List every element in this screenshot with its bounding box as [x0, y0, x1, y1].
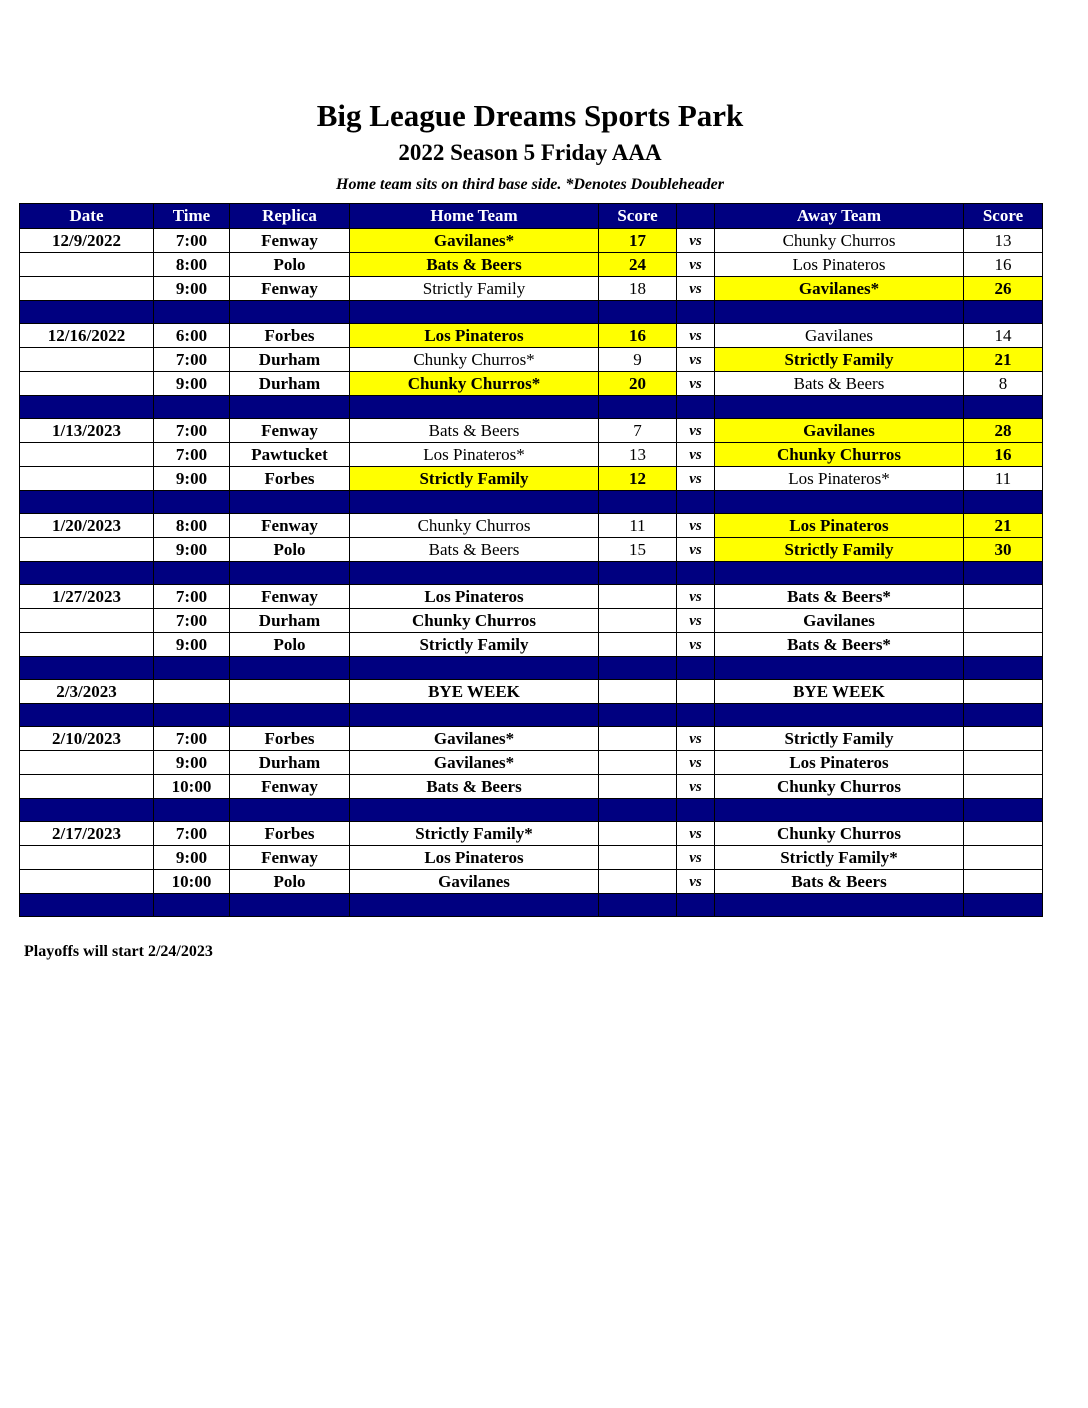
- away-score-cell: [964, 822, 1043, 846]
- separator-cell: [20, 491, 154, 514]
- separator-cell: [715, 894, 964, 917]
- vs-cell: [677, 680, 715, 704]
- away-team-cell: Bats & Beers: [715, 372, 964, 396]
- home-score-cell: [599, 585, 677, 609]
- time-cell: 7:00: [154, 609, 230, 633]
- date-cell: 1/27/2023: [20, 585, 154, 609]
- separator-row: [20, 491, 1043, 514]
- away-team-cell: Bats & Beers: [715, 870, 964, 894]
- separator-cell: [20, 894, 154, 917]
- vs-cell: vs: [677, 609, 715, 633]
- time-cell: 10:00: [154, 870, 230, 894]
- separator-cell: [350, 799, 599, 822]
- table-row: [20, 229, 1043, 253]
- separator-cell: [350, 562, 599, 585]
- separator-cell: [677, 894, 715, 917]
- time-cell: 7:00: [154, 348, 230, 372]
- away-team-cell: Strictly Family*: [715, 846, 964, 870]
- home-score-cell: 16: [599, 324, 677, 348]
- page-title: Big League Dreams Sports Park: [316, 98, 744, 133]
- separator-cell: [20, 799, 154, 822]
- time-cell: 7:00: [154, 585, 230, 609]
- separator-cell: [964, 799, 1043, 822]
- table-row: [20, 348, 1043, 372]
- separator-cell: [154, 396, 230, 419]
- date-cell: [20, 253, 154, 277]
- table-row: [20, 870, 1043, 894]
- separator-cell: [677, 704, 715, 727]
- separator-cell: [350, 657, 599, 680]
- separator-cell: [715, 396, 964, 419]
- away-score-cell: 14: [964, 324, 1043, 348]
- time-cell: 7:00: [154, 443, 230, 467]
- table-row: [20, 680, 1043, 704]
- time-cell: 10:00: [154, 775, 230, 799]
- date-cell: [20, 443, 154, 467]
- separator-cell: [599, 562, 677, 585]
- separator-row: [20, 301, 1043, 324]
- table-header-row: [20, 204, 1043, 229]
- away-team-cell: Los Pinateros*: [715, 467, 964, 491]
- home-team-cell: Los Pinateros: [350, 585, 599, 609]
- separator-cell: [350, 396, 599, 419]
- replica-cell: Fenway: [230, 229, 350, 253]
- date-cell: [20, 633, 154, 657]
- home-score-cell: 7: [599, 419, 677, 443]
- away-team-cell: BYE WEEK: [715, 680, 964, 704]
- col-header-away-score: Score: [964, 204, 1043, 229]
- separator-cell: [154, 301, 230, 324]
- col-header-home-team: Home Team: [350, 204, 599, 229]
- vs-cell: vs: [677, 419, 715, 443]
- home-score-cell: [599, 822, 677, 846]
- vs-cell: vs: [677, 372, 715, 396]
- home-score-cell: 20: [599, 372, 677, 396]
- time-cell: 9:00: [154, 277, 230, 301]
- vs-cell: vs: [677, 324, 715, 348]
- date-cell: 1/20/2023: [20, 514, 154, 538]
- table-row: [20, 514, 1043, 538]
- replica-cell: Fenway: [230, 277, 350, 301]
- time-cell: [154, 680, 230, 704]
- replica-cell: Pawtucket: [230, 443, 350, 467]
- separator-row: [20, 396, 1043, 419]
- home-score-cell: [599, 751, 677, 775]
- replica-cell: Polo: [230, 633, 350, 657]
- col-header-away-team: Away Team: [715, 204, 964, 229]
- replica-cell: [230, 680, 350, 704]
- separator-cell: [715, 562, 964, 585]
- time-cell: 9:00: [154, 467, 230, 491]
- replica-cell: Fenway: [230, 514, 350, 538]
- home-team-cell: Bats & Beers: [350, 538, 599, 562]
- home-score-cell: 24: [599, 253, 677, 277]
- table-row: [20, 751, 1043, 775]
- time-cell: 7:00: [154, 419, 230, 443]
- away-team-cell: Gavilanes: [715, 324, 964, 348]
- separator-cell: [715, 657, 964, 680]
- separator-cell: [350, 704, 599, 727]
- separator-cell: [20, 704, 154, 727]
- vs-cell: vs: [677, 443, 715, 467]
- separator-row: [20, 562, 1043, 585]
- separator-cell: [599, 491, 677, 514]
- away-score-cell: [964, 751, 1043, 775]
- away-score-cell: [964, 846, 1043, 870]
- separator-cell: [230, 657, 350, 680]
- separator-cell: [350, 301, 599, 324]
- separator-cell: [964, 301, 1043, 324]
- away-score-cell: [964, 585, 1043, 609]
- separator-cell: [964, 396, 1043, 419]
- home-team-cell: Chunky Churros*: [350, 372, 599, 396]
- separator-cell: [350, 491, 599, 514]
- table-row: [20, 538, 1043, 562]
- separator-cell: [715, 799, 964, 822]
- away-score-cell: [964, 727, 1043, 751]
- home-team-cell: Bats & Beers: [350, 775, 599, 799]
- replica-cell: Polo: [230, 870, 350, 894]
- separator-cell: [154, 704, 230, 727]
- away-team-cell: Strictly Family: [715, 348, 964, 372]
- vs-cell: vs: [677, 775, 715, 799]
- table-row: [20, 419, 1043, 443]
- separator-cell: [154, 894, 230, 917]
- separator-cell: [230, 301, 350, 324]
- replica-cell: Forbes: [230, 822, 350, 846]
- separator-cell: [230, 704, 350, 727]
- table-row: [20, 585, 1043, 609]
- separator-cell: [230, 799, 350, 822]
- separator-cell: [350, 894, 599, 917]
- time-cell: 9:00: [154, 538, 230, 562]
- date-cell: [20, 775, 154, 799]
- separator-cell: [20, 396, 154, 419]
- separator-cell: [599, 704, 677, 727]
- away-team-cell: Chunky Churros: [715, 443, 964, 467]
- home-team-cell: Los Pinateros: [350, 846, 599, 870]
- vs-cell: vs: [677, 633, 715, 657]
- vs-cell: vs: [677, 467, 715, 491]
- date-cell: [20, 538, 154, 562]
- replica-cell: Durham: [230, 751, 350, 775]
- table-row: [20, 324, 1043, 348]
- date-cell: [20, 277, 154, 301]
- time-cell: 6:00: [154, 324, 230, 348]
- home-team-cell: Bats & Beers: [350, 419, 599, 443]
- home-score-cell: 17: [599, 229, 677, 253]
- table-row: [20, 467, 1043, 491]
- vs-cell: vs: [677, 538, 715, 562]
- home-team-cell: Bats & Beers: [350, 253, 599, 277]
- separator-cell: [715, 301, 964, 324]
- away-score-cell: 16: [964, 443, 1043, 467]
- separator-cell: [154, 491, 230, 514]
- replica-cell: Forbes: [230, 324, 350, 348]
- away-team-cell: Strictly Family: [715, 727, 964, 751]
- replica-cell: Forbes: [230, 467, 350, 491]
- home-score-cell: [599, 870, 677, 894]
- page-subtitle: 2022 Season 5 Friday AAA: [398, 140, 662, 165]
- separator-cell: [154, 799, 230, 822]
- separator-cell: [715, 491, 964, 514]
- separator-cell: [964, 657, 1043, 680]
- date-cell: 12/16/2022: [20, 324, 154, 348]
- home-score-cell: 13: [599, 443, 677, 467]
- away-team-cell: Strictly Family: [715, 538, 964, 562]
- away-score-cell: 21: [964, 348, 1043, 372]
- home-team-cell: Los Pinateros: [350, 324, 599, 348]
- table-row: [20, 633, 1043, 657]
- away-score-cell: 11: [964, 467, 1043, 491]
- away-team-cell: Gavilanes: [715, 609, 964, 633]
- separator-cell: [230, 562, 350, 585]
- replica-cell: Durham: [230, 348, 350, 372]
- home-team-cell: Strictly Family: [350, 277, 599, 301]
- date-cell: 2/17/2023: [20, 822, 154, 846]
- separator-cell: [599, 894, 677, 917]
- separator-cell: [599, 396, 677, 419]
- schedule-table: [19, 203, 1043, 917]
- home-team-cell: Gavilanes: [350, 870, 599, 894]
- vs-cell: vs: [677, 846, 715, 870]
- away-team-cell: Bats & Beers*: [715, 633, 964, 657]
- home-score-cell: [599, 633, 677, 657]
- separator-cell: [154, 562, 230, 585]
- away-score-cell: 8: [964, 372, 1043, 396]
- time-cell: 7:00: [154, 822, 230, 846]
- time-cell: 9:00: [154, 846, 230, 870]
- date-cell: 2/10/2023: [20, 727, 154, 751]
- table-row: [20, 372, 1043, 396]
- date-cell: [20, 846, 154, 870]
- home-score-cell: 18: [599, 277, 677, 301]
- away-score-cell: 28: [964, 419, 1043, 443]
- date-cell: [20, 609, 154, 633]
- home-score-cell: [599, 609, 677, 633]
- separator-cell: [964, 894, 1043, 917]
- time-cell: 8:00: [154, 253, 230, 277]
- home-score-cell: [599, 775, 677, 799]
- separator-cell: [599, 799, 677, 822]
- col-header-replica: Replica: [230, 204, 350, 229]
- separator-cell: [677, 657, 715, 680]
- time-cell: 7:00: [154, 229, 230, 253]
- vs-cell: vs: [677, 870, 715, 894]
- home-score-cell: [599, 846, 677, 870]
- table-row: [20, 443, 1043, 467]
- separator-cell: [677, 799, 715, 822]
- time-cell: 9:00: [154, 633, 230, 657]
- col-header-time: Time: [154, 204, 230, 229]
- separator-cell: [20, 562, 154, 585]
- vs-cell: vs: [677, 514, 715, 538]
- away-team-cell: Gavilanes: [715, 419, 964, 443]
- replica-cell: Fenway: [230, 585, 350, 609]
- home-score-cell: 12: [599, 467, 677, 491]
- home-team-cell: Gavilanes*: [350, 751, 599, 775]
- home-team-cell: BYE WEEK: [350, 680, 599, 704]
- home-team-cell: Strictly Family: [350, 633, 599, 657]
- date-cell: [20, 751, 154, 775]
- separator-cell: [20, 301, 154, 324]
- separator-row: [20, 657, 1043, 680]
- col-header-home-score: Score: [599, 204, 677, 229]
- separator-cell: [20, 657, 154, 680]
- replica-cell: Fenway: [230, 419, 350, 443]
- vs-cell: vs: [677, 348, 715, 372]
- away-team-cell: Los Pinateros: [715, 751, 964, 775]
- date-cell: 2/3/2023: [20, 680, 154, 704]
- table-row: [20, 822, 1043, 846]
- vs-cell: vs: [677, 822, 715, 846]
- away-score-cell: [964, 609, 1043, 633]
- away-team-cell: Los Pinateros: [715, 253, 964, 277]
- separator-cell: [677, 396, 715, 419]
- home-score-cell: 11: [599, 514, 677, 538]
- home-team-cell: Chunky Churros: [350, 514, 599, 538]
- vs-cell: vs: [677, 727, 715, 751]
- home-score-cell: 9: [599, 348, 677, 372]
- separator-cell: [230, 396, 350, 419]
- replica-cell: Fenway: [230, 775, 350, 799]
- away-score-cell: 30: [964, 538, 1043, 562]
- date-cell: 12/9/2022: [20, 229, 154, 253]
- home-team-cell: Gavilanes*: [350, 727, 599, 751]
- home-score-cell: [599, 727, 677, 751]
- away-team-cell: Gavilanes*: [715, 277, 964, 301]
- time-cell: 9:00: [154, 751, 230, 775]
- away-score-cell: 16: [964, 253, 1043, 277]
- schedule-note: Home team sits on third base side. *Denotes Doubleheader: [336, 176, 724, 193]
- replica-cell: Durham: [230, 372, 350, 396]
- home-team-cell: Chunky Churros: [350, 609, 599, 633]
- separator-cell: [964, 704, 1043, 727]
- away-team-cell: Chunky Churros: [715, 229, 964, 253]
- separator-cell: [230, 894, 350, 917]
- home-team-cell: Chunky Churros*: [350, 348, 599, 372]
- separator-cell: [964, 491, 1043, 514]
- col-header-vs: [677, 204, 715, 229]
- replica-cell: Polo: [230, 253, 350, 277]
- replica-cell: Forbes: [230, 727, 350, 751]
- date-cell: [20, 870, 154, 894]
- separator-cell: [599, 657, 677, 680]
- table-row: [20, 727, 1043, 751]
- time-cell: 9:00: [154, 372, 230, 396]
- home-team-cell: Los Pinateros*: [350, 443, 599, 467]
- date-cell: [20, 372, 154, 396]
- replica-cell: Polo: [230, 538, 350, 562]
- away-team-cell: Chunky Churros: [715, 822, 964, 846]
- vs-cell: vs: [677, 253, 715, 277]
- separator-row: [20, 894, 1043, 917]
- table-row: [20, 846, 1043, 870]
- vs-cell: vs: [677, 277, 715, 301]
- replica-cell: Fenway: [230, 846, 350, 870]
- table-row: [20, 609, 1043, 633]
- home-team-cell: Strictly Family: [350, 467, 599, 491]
- home-team-cell: Strictly Family*: [350, 822, 599, 846]
- col-header-date: Date: [20, 204, 154, 229]
- separator-row: [20, 704, 1043, 727]
- vs-cell: vs: [677, 229, 715, 253]
- time-cell: 8:00: [154, 514, 230, 538]
- away-score-cell: [964, 680, 1043, 704]
- table-row: [20, 277, 1043, 301]
- separator-cell: [599, 301, 677, 324]
- replica-cell: Durham: [230, 609, 350, 633]
- separator-cell: [715, 704, 964, 727]
- home-score-cell: 15: [599, 538, 677, 562]
- date-cell: 1/13/2023: [20, 419, 154, 443]
- date-cell: [20, 467, 154, 491]
- away-score-cell: [964, 870, 1043, 894]
- separator-cell: [154, 657, 230, 680]
- separator-cell: [677, 491, 715, 514]
- table-row: [20, 775, 1043, 799]
- vs-cell: vs: [677, 585, 715, 609]
- away-team-cell: Chunky Churros: [715, 775, 964, 799]
- separator-cell: [677, 562, 715, 585]
- separator-row: [20, 799, 1043, 822]
- separator-cell: [230, 491, 350, 514]
- time-cell: 7:00: [154, 727, 230, 751]
- home-team-cell: Gavilanes*: [350, 229, 599, 253]
- home-score-cell: [599, 680, 677, 704]
- date-cell: [20, 348, 154, 372]
- vs-cell: vs: [677, 751, 715, 775]
- away-team-cell: Los Pinateros: [715, 514, 964, 538]
- separator-cell: [964, 562, 1043, 585]
- away-score-cell: 13: [964, 229, 1043, 253]
- away-team-cell: Bats & Beers*: [715, 585, 964, 609]
- away-score-cell: [964, 775, 1043, 799]
- away-score-cell: [964, 633, 1043, 657]
- separator-cell: [677, 301, 715, 324]
- playoffs-note: Playoffs will start 2/24/2023: [24, 943, 213, 960]
- away-score-cell: 21: [964, 514, 1043, 538]
- table-row: [20, 253, 1043, 277]
- away-score-cell: 26: [964, 277, 1043, 301]
